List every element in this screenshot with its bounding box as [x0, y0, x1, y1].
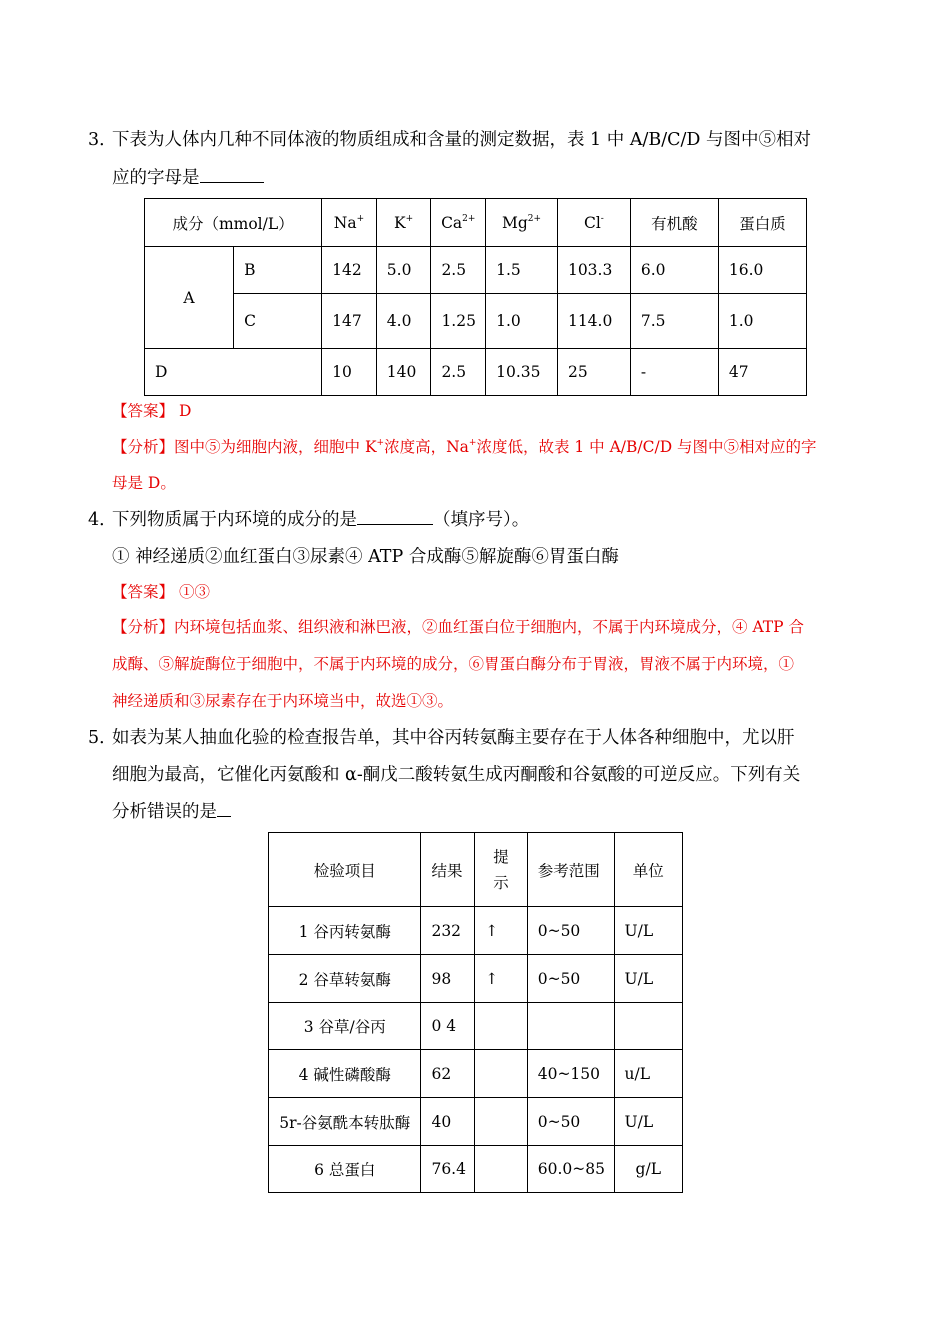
table-cell: 1.0 [486, 294, 558, 349]
q3-text-line1: 下表为人体内几种不同体液的物质组成和含量的测定数据，表 1 中 A/B/C/D 与图中⑤相对 [112, 130, 811, 150]
table-cell: 147 [322, 294, 377, 349]
table-cell: U/L [614, 907, 682, 955]
table-cell [614, 1003, 682, 1050]
table-row [269, 1050, 683, 1098]
q5-line2: 细胞为最高，它催化丙氨酸和 α-酮戊二酸转氨生成丙酮酸和谷氨酸的可逆反应。下列有关 [112, 765, 801, 785]
table-row [269, 1098, 683, 1146]
q3-table-header [145, 199, 807, 247]
q3-line1 [88, 126, 811, 151]
table-cell [527, 1003, 614, 1050]
table-cell: 62 [421, 1050, 475, 1098]
table-cell: 1 谷丙转氨酶 [269, 907, 421, 955]
table-row [145, 294, 807, 349]
table-cell: 6 总蛋白 [269, 1146, 421, 1193]
table-cell [475, 1003, 527, 1050]
table-cell: 5r-谷氨酰本转肽酶 [269, 1098, 421, 1146]
table-cell: 47 [718, 349, 806, 396]
q3-group-a: A [145, 247, 234, 349]
table-cell: 232 [421, 907, 475, 955]
table-cell: 114.0 [557, 294, 630, 349]
table-cell: 76.4 [421, 1146, 475, 1193]
q3-analysis-line2: 母是 D。 [112, 474, 176, 492]
table-row [269, 907, 683, 955]
table-cell: 10.35 [486, 349, 558, 396]
table-row [145, 349, 807, 396]
table-cell: 25 [557, 349, 630, 396]
table-cell: ↑ [475, 955, 527, 1003]
analysis-label: 【分析】 [112, 438, 175, 456]
table-cell: 5.0 [376, 247, 431, 294]
table-cell: 60.0~85 [527, 1146, 614, 1193]
q4-line1: 4．下列物质属于内环境的成分的是 （填序号）。 [88, 506, 529, 531]
q4-analysis-line3: 神经递质和③尿素存在于内环境当中，故选①③。 [112, 692, 454, 710]
table-cell: ↑ [475, 907, 527, 955]
q3-row-label: D [145, 349, 322, 396]
answer-value: D [178, 402, 192, 420]
table-cell: 1.0 [718, 294, 806, 349]
q3-header-cl: Cl- [557, 199, 630, 247]
q5-table-header [269, 833, 683, 907]
q3-header-mg: $Mg^{2+}$ [486, 199, 558, 247]
q5-number: 5． [88, 728, 117, 748]
q5-line1: 5．如表为某人抽血化验的检查报告单，其中谷丙转氨酶主要存在于人体各种细胞中，尤以肝 [88, 724, 795, 749]
q3-header-component: 成分（mmol/L） [145, 199, 322, 247]
q5-line3: 分析错误的是 [112, 798, 231, 823]
q3-text-line2: 应的字母是 [112, 168, 200, 188]
q5-header-item: 检验项目 [269, 833, 421, 907]
table-cell: 142 [322, 247, 377, 294]
table-cell: u/L [614, 1050, 682, 1098]
q4-number: 4． [88, 510, 117, 530]
q4-analysis-line1: 【分析】内环境包括血浆、组织液和淋巴液，②血红蛋白位于细胞内，不属于内环境成分，④ ATP 合 [112, 618, 804, 636]
table-cell: 2 谷草转氨酶 [269, 955, 421, 1003]
q5-header-range: 参考范围 [527, 833, 614, 907]
table-row [269, 955, 683, 1003]
q3-header-ca: $Ca^{2+}$ [431, 199, 486, 247]
q3-header-organic-acid: 有机酸 [630, 199, 718, 247]
q3-number: 3． [88, 130, 117, 150]
answer-value: ①③ [178, 583, 210, 601]
q3-header-protein: 蛋白质 [718, 199, 806, 247]
q3-header-k: K+ [376, 199, 431, 247]
q5-table [268, 832, 683, 1193]
table-cell: 7.5 [630, 294, 718, 349]
table-cell: 1.25 [431, 294, 486, 349]
table-cell: 98 [421, 955, 475, 1003]
table-cell: 0~50 [527, 955, 614, 1003]
q4-analysis-line2: 成酶、⑤解旋酶位于细胞中，不属于内环境的成分，⑥胃蛋白酶分布于胃液，胃液不属于内环境，① [112, 655, 795, 673]
table-cell: 16.0 [718, 247, 806, 294]
table-cell [475, 1098, 527, 1146]
analysis-label: 【分析】 [112, 618, 175, 636]
table-cell: 10 [322, 349, 377, 396]
q3-row-label: B [234, 247, 322, 294]
q3-row-label: C [234, 294, 322, 349]
table-cell: 0~50 [527, 1098, 614, 1146]
table-cell: 1.5 [486, 247, 558, 294]
table-cell [475, 1050, 527, 1098]
table-cell: U/L [614, 1098, 682, 1146]
table-cell: 4.0 [376, 294, 431, 349]
q4-options: ① 神经递质②血红蛋白③尿素④ ATP 合成酶⑤解旋酶⑥胃蛋白酶 [112, 547, 619, 567]
q3-header-na: Na+ [322, 199, 377, 247]
table-cell: - [630, 349, 718, 396]
q4-answer [112, 580, 210, 602]
q3-answer [112, 399, 191, 421]
q3-answer-blank [200, 182, 264, 183]
table-cell: 140 [376, 349, 431, 396]
q5-header-result: 结果 [421, 833, 475, 907]
table-cell: 6.0 [630, 247, 718, 294]
q5-answer-blank [217, 816, 231, 817]
table-cell: 0 4 [421, 1003, 475, 1050]
table-row [269, 1146, 683, 1193]
q4-answer-blank [357, 524, 433, 525]
table-cell: g/L [614, 1146, 682, 1193]
table-cell: 3 谷草/谷丙 [269, 1003, 421, 1050]
table-cell: 40 [421, 1098, 475, 1146]
answer-label: 【答案】 [112, 402, 175, 420]
q5-header-unit: 单位 [614, 833, 682, 907]
table-cell [475, 1146, 527, 1193]
table-cell: 2.5 [431, 247, 486, 294]
table-cell: 40~150 [527, 1050, 614, 1098]
table-cell: U/L [614, 955, 682, 1003]
table-cell: 0~50 [527, 907, 614, 955]
q3-analysis-line1: 【分析】图中⑤为细胞内液，细胞中 K+浓度高，Na+浓度低，故表 1 中 A/B/C/D 与图中⑤相对应的字 [112, 438, 817, 456]
table-row [145, 247, 807, 294]
q3-line2 [112, 164, 264, 189]
table-cell: 103.3 [557, 247, 630, 294]
table-cell: 2.5 [431, 349, 486, 396]
table-row [269, 1003, 683, 1050]
table-cell: 4 碱性磷酸酶 [269, 1050, 421, 1098]
q3-table [144, 198, 807, 396]
answer-label: 【答案】 [112, 583, 175, 601]
q5-header-hint: 提示 [475, 833, 527, 907]
